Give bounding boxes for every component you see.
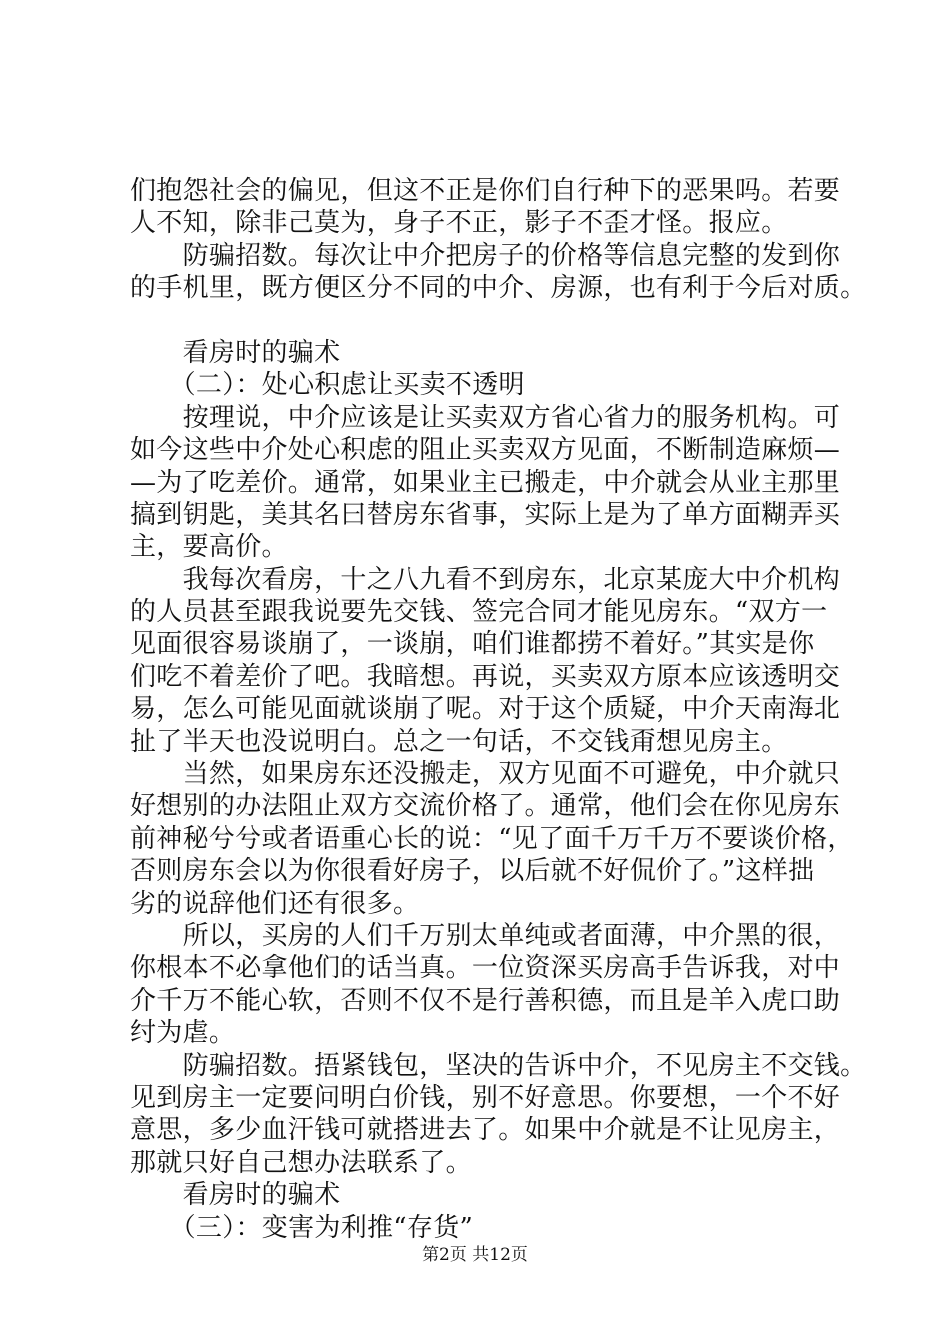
text-line: —为了吃差价。通常，如果业主已搬走，中介就会从业主那里 xyxy=(130,467,841,498)
text-line: 我每次看房，十之八九看不到房东，北京某庞大中介机构 xyxy=(130,564,841,595)
text-line: 扯了半天也没说明白。总之一句话，不交钱甭想见房主。 xyxy=(130,726,788,757)
text-line: 所以，买房的人们千万别太单纯或者面薄，中介黑的很， xyxy=(130,920,841,951)
text-line: 主，要高价。 xyxy=(130,532,288,563)
text-line: 见面很容易谈崩了，一谈崩，咱们谁都捞不着好。”其实是你 xyxy=(130,629,815,660)
section-heading: 看房时的骗术 xyxy=(130,1180,341,1211)
text-line: 的人员甚至跟我说要先交钱、签完合同才能见房东。“双方一 xyxy=(130,597,828,628)
section-heading: 看房时的骗术 xyxy=(130,337,341,368)
text-line: 见到房主一定要问明白价钱，别不好意思。你要想，一个不好 xyxy=(130,1082,841,1113)
text-line: 你根本不必拿他们的话当真。一位资深买房高手告诉我，对中 xyxy=(130,953,841,984)
text-line: 意思，多少血汗钱可就搭进去了。如果中介就是不让见房主， xyxy=(130,1115,841,1146)
text-line: 的手机里，既方便区分不同的中介、房源，也有利于今后对质。 xyxy=(130,273,867,304)
text-line: 当然，如果房东还没搬走，双方见面不可避免，中介就只 xyxy=(130,759,841,790)
text-line: 好想别的办法阻止双方交流价格了。通常，他们会在你见房东 xyxy=(130,791,841,822)
text-line: 否则房东会以为你很看好房子，以后就不好侃价了。”这样拙 xyxy=(130,856,815,887)
text-line: 前神秘兮兮或者语重心长的说：“见了面千万千万不要谈价格， xyxy=(130,823,854,854)
text-line: 人不知，除非己莫为，身子不正，影子不歪才怪。报应。 xyxy=(130,208,788,239)
text-line: 防骗招数。每次让中介把房子的价格等信息完整的发到你 xyxy=(130,240,841,271)
text-line: 易，怎么可能见面就谈崩了呢。对于这个质疑，中介天南海北 xyxy=(130,694,841,725)
text-line: 那就只好自己想办法联系了。 xyxy=(130,1147,472,1178)
text-line: 介千万不能心软，否则不仅不是行善积德，而且是羊入虎口助 xyxy=(130,985,841,1016)
text-line: 按理说，中介应该是让买卖双方省心省力的服务机构。可 xyxy=(130,402,841,433)
text-line: 们吃不着差价了吧。我暗想。再说，买卖双方原本应该透明交 xyxy=(130,661,841,692)
text-line: 劣的说辞他们还有很多。 xyxy=(130,888,420,919)
text-line: 搞到钥匙，美其名曰替房东省事，实际上是为了单方面糊弄买 xyxy=(130,499,841,530)
text-line: 防骗招数。捂紧钱包，坚决的告诉中介，不见房主不交钱。 xyxy=(130,1050,867,1081)
document-body xyxy=(130,175,867,1244)
paragraph-gap xyxy=(130,305,850,337)
section-subheading: （三）：变害为利推“存货” xyxy=(130,1212,474,1243)
text-line: 纣为虐。 xyxy=(130,1018,236,1049)
text-line: 如今这些中介处心积虑的阻止买卖双方见面，不断制造麻烦— xyxy=(130,435,841,466)
page-number-footer: 第2页 共12页 xyxy=(422,1245,528,1265)
section-subheading: （二）：处心积虑让买卖不透明 xyxy=(130,370,525,401)
text-line: 们抱怨社会的偏见，但这不正是你们自行种下的恶果吗。若要 xyxy=(130,176,841,206)
